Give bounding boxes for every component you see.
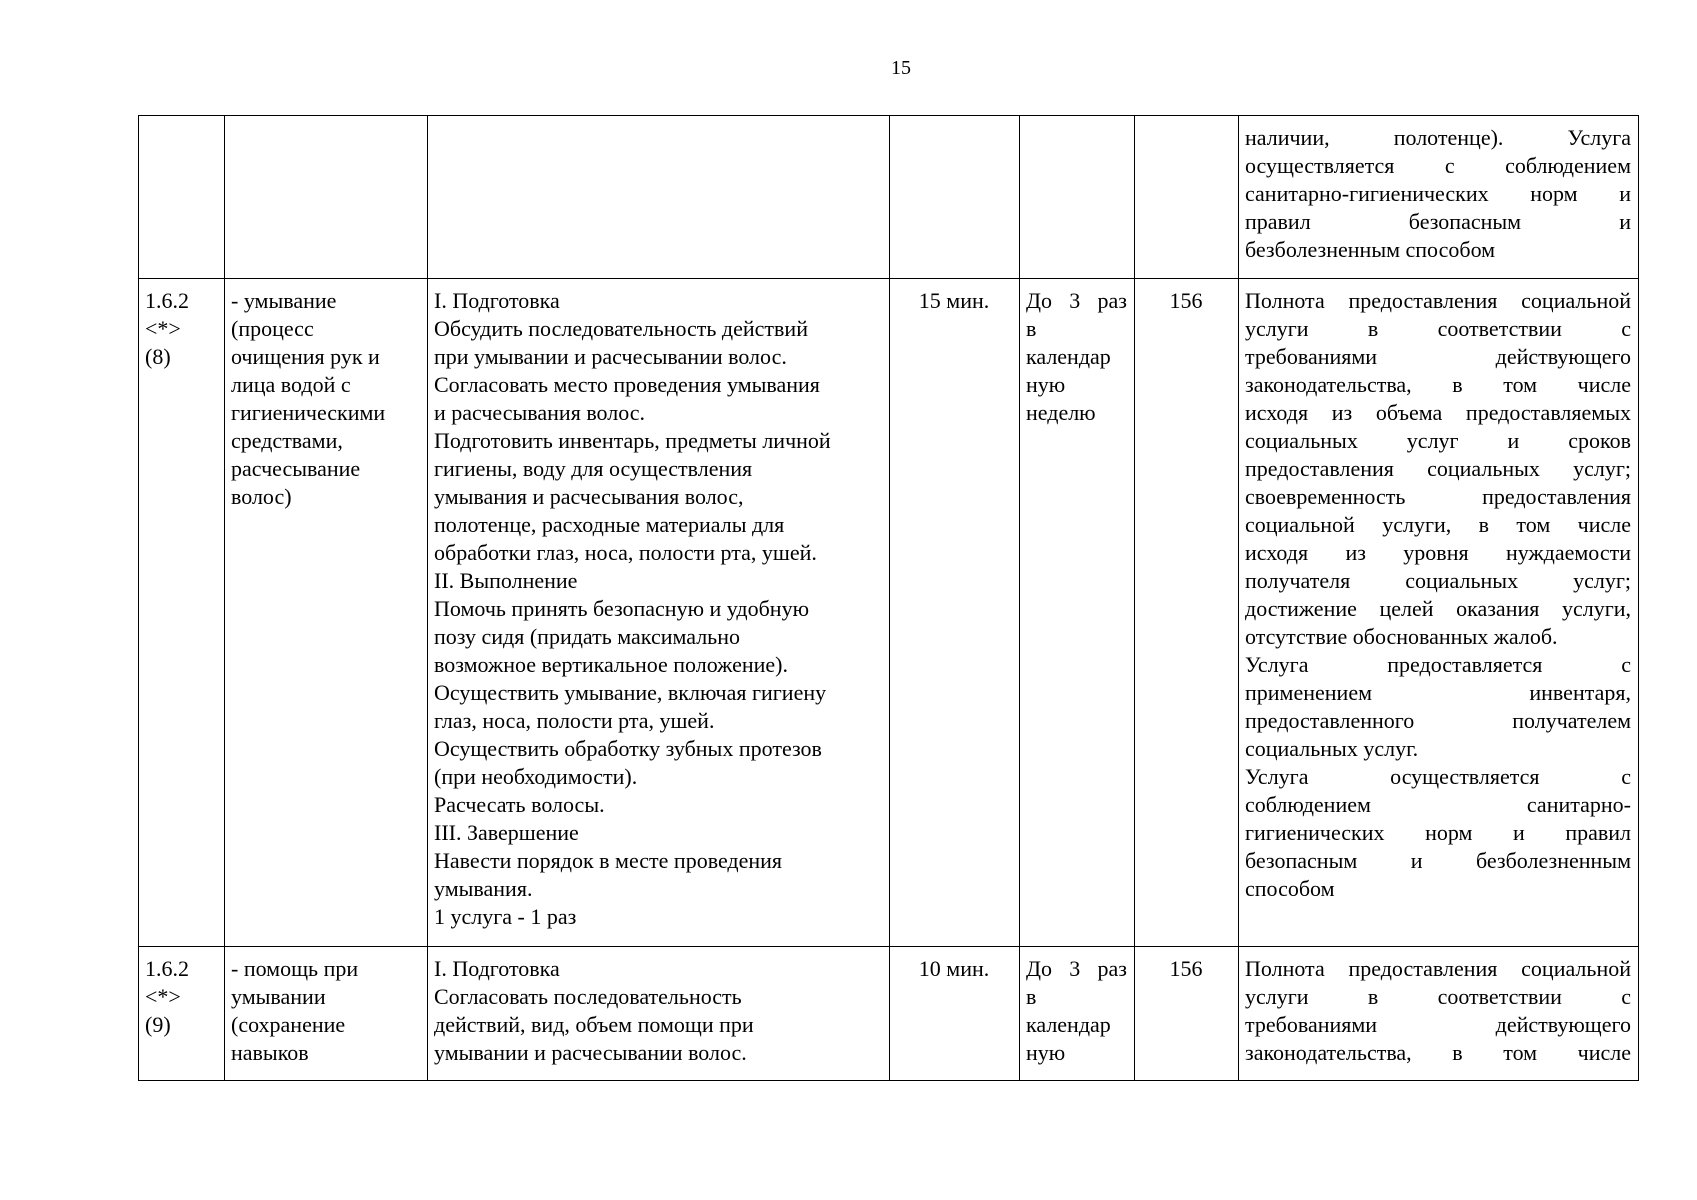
- cell-text-line: (сохранение: [231, 1012, 346, 1037]
- cell-text-line: Услуга предоставляется с: [1245, 652, 1631, 677]
- service-description-cell: [428, 279, 890, 947]
- service-number-cell: [139, 279, 225, 947]
- cell-text-line: безболезненным способом: [1245, 237, 1496, 262]
- cell-text-line: расчесывание: [231, 456, 361, 481]
- services-table-body: [139, 116, 1639, 1081]
- cell-text-line: Подготовить инвентарь, предметы личной: [434, 428, 831, 453]
- cell-text-line: (8): [145, 344, 171, 369]
- service-frequency-cell: [1020, 116, 1135, 279]
- cell-text-line: действий, вид, объем помощи при: [434, 1012, 754, 1037]
- service-price-cell: [1135, 116, 1239, 279]
- cell-text-line: законодательства, в том числе: [1245, 1040, 1631, 1065]
- cell-text-line: (процесс: [231, 316, 314, 341]
- service-time-cell: [890, 116, 1020, 279]
- cell-text-line: 1.6.2: [145, 956, 189, 981]
- cell-text-line: умывания.: [434, 876, 533, 901]
- cell-text-line: Обсудить последовательность действий: [434, 316, 808, 341]
- cell-text-line: календар: [1026, 1012, 1111, 1037]
- cell-text-line: - умывание: [231, 288, 337, 313]
- service-quality-cell: [1239, 116, 1639, 279]
- cell-text-line: безопасным и безболезненным: [1245, 848, 1631, 873]
- cell-text-line: осуществляется с соблюдением: [1245, 153, 1631, 178]
- cell-text-line: До 3 раз: [1026, 288, 1127, 313]
- cell-text-line: (при необходимости).: [434, 764, 638, 789]
- service-frequency-cell: [1020, 947, 1135, 1081]
- cell-text-line: и расчесывания волос.: [434, 400, 646, 425]
- cell-text-line: умывании: [231, 984, 326, 1009]
- cell-text-line: Помочь принять безопасную и удобную: [434, 596, 809, 621]
- cell-text-line: 1.6.2: [145, 288, 189, 313]
- cell-text-line: очищения рук и: [231, 344, 380, 369]
- cell-text-line: исходя из уровня нуждаемости: [1245, 540, 1631, 565]
- cell-text-line: соблюдением санитарно-: [1245, 792, 1631, 817]
- cell-text-line: обработки глаз, носа, полости рта, ушей.: [434, 540, 817, 565]
- service-description-cell: [428, 116, 890, 279]
- cell-text-line: волос): [231, 484, 292, 509]
- service-name-cell: [225, 947, 428, 1081]
- cell-text-line: глаз, носа, полости рта, ушей.: [434, 708, 715, 733]
- service-number-cell: [139, 947, 225, 1081]
- service-frequency-cell: [1020, 279, 1135, 947]
- cell-text-line: неделю: [1026, 400, 1096, 425]
- cell-text-line: предоставленного получателем: [1245, 708, 1631, 733]
- cell-text-line: навыков: [231, 1040, 309, 1065]
- services-table: [138, 115, 1639, 1081]
- service-description-cell: [428, 947, 890, 1081]
- service-quality-cell: [1239, 279, 1639, 947]
- cell-text-line: - помощь при: [231, 956, 359, 981]
- cell-text-line: умывании и расчесывании волос.: [434, 1040, 747, 1065]
- cell-text-line: (9): [145, 1012, 171, 1037]
- cell-text-line: возможное вертикальное положение).: [434, 652, 788, 677]
- cell-text-line: 1 услуга - 1 раз: [434, 904, 577, 929]
- service-price-cell: 156: [1135, 947, 1239, 1081]
- cell-text-line: календар: [1026, 344, 1111, 369]
- cell-text-line: услуги в соответствии с: [1245, 984, 1631, 1009]
- cell-text-line: получателя социальных услуг;: [1245, 568, 1631, 593]
- cell-text-line: Навести порядок в месте проведения: [434, 848, 783, 873]
- cell-text-line: I. Подготовка: [434, 956, 560, 981]
- cell-text-line: услуги в соответствии с: [1245, 316, 1631, 341]
- cell-text-line: социальной услуги, в том числе: [1245, 512, 1631, 537]
- cell-text-line: Полнота предоставления социальной: [1245, 956, 1631, 981]
- cell-text-line: Расчесать волосы.: [434, 792, 605, 817]
- cell-text-line: Осуществить умывание, включая гигиену: [434, 680, 827, 705]
- cell-text-line: умывания и расчесывания волос,: [434, 484, 744, 509]
- cell-text-line: <*>: [145, 316, 181, 341]
- cell-text-line: санитарно-гигиенических норм и: [1245, 181, 1631, 206]
- cell-text-line: Полнота предоставления социальной: [1245, 288, 1631, 313]
- cell-text-line: способом: [1245, 876, 1335, 901]
- cell-text-line: ную: [1026, 1040, 1066, 1065]
- cell-text-line: полотенце, расходные материалы для: [434, 512, 785, 537]
- cell-text-line: применением инвентаря,: [1245, 680, 1631, 705]
- service-price-cell: 156: [1135, 279, 1239, 947]
- cell-text-line: II. Выполнение: [434, 568, 578, 593]
- cell-text-line: достижение целей оказания услуги,: [1245, 596, 1631, 621]
- cell-text-line: ную: [1026, 372, 1066, 397]
- table-row: [139, 279, 1639, 947]
- cell-text-line: своевременность предоставления: [1245, 484, 1631, 509]
- cell-text-line: законодательства, в том числе: [1245, 372, 1631, 397]
- service-name-cell: [225, 279, 428, 947]
- table-row: [139, 947, 1639, 1081]
- cell-text-line: предоставления социальных услуг;: [1245, 456, 1631, 481]
- cell-text-line: гигиенических норм и правил: [1245, 820, 1631, 845]
- cell-text-line: социальных услуг.: [1245, 736, 1419, 761]
- cell-text-line: исходя из объема предоставляемых: [1245, 400, 1631, 425]
- cell-text-line: Услуга осуществляется с: [1245, 764, 1631, 789]
- cell-text-line: в: [1026, 984, 1037, 1009]
- service-name-cell: [225, 116, 428, 279]
- cell-text-line: I. Подготовка: [434, 288, 560, 313]
- service-time-cell: 15 мин.: [890, 279, 1020, 947]
- cell-text-line: Согласовать место проведения умывания: [434, 372, 820, 397]
- cell-text-line: отсутствие обоснованных жалоб.: [1245, 624, 1558, 649]
- service-time-cell: 10 мин.: [890, 947, 1020, 1081]
- cell-text-line: средствами,: [231, 428, 343, 453]
- cell-text-line: гигиены, воду для осуществления: [434, 456, 753, 481]
- cell-text-line: при умывании и расчесывании волос.: [434, 344, 787, 369]
- cell-text-line: <*>: [145, 984, 181, 1009]
- cell-text-line: Согласовать последовательность: [434, 984, 742, 1009]
- cell-text-line: правил безопасным и: [1245, 209, 1631, 234]
- page-number: 15: [891, 57, 911, 79]
- cell-text-line: позу сидя (придать максимально: [434, 624, 740, 649]
- table-row: [139, 116, 1639, 279]
- cell-text-line: в: [1026, 316, 1037, 341]
- cell-text-line: До 3 раз: [1026, 956, 1127, 981]
- cell-text-line: гигиеническими: [231, 400, 386, 425]
- cell-text-line: требованиями действующего: [1245, 344, 1631, 369]
- cell-text-line: требованиями действующего: [1245, 1012, 1631, 1037]
- service-quality-cell: [1239, 947, 1639, 1081]
- cell-text-line: лица водой с: [231, 372, 351, 397]
- cell-text-line: III. Завершение: [434, 820, 579, 845]
- cell-text-line: социальных услуг и сроков: [1245, 428, 1631, 453]
- service-number-cell: [139, 116, 225, 279]
- cell-text-line: наличии, полотенце). Услуга: [1245, 125, 1631, 150]
- cell-text-line: Осуществить обработку зубных протезов: [434, 736, 822, 761]
